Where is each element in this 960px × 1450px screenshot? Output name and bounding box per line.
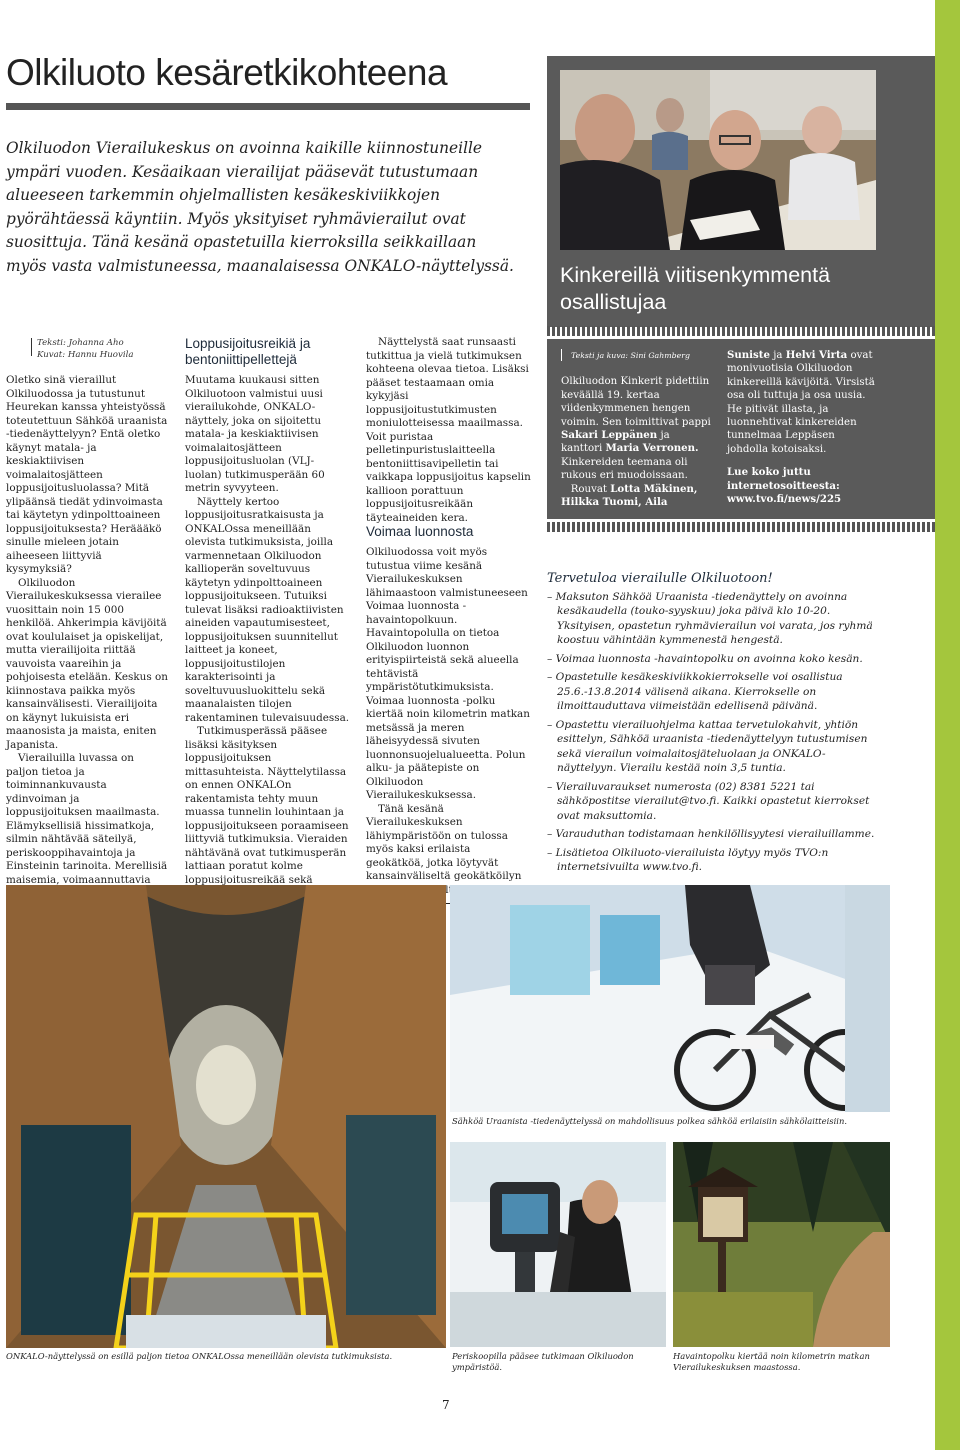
box-name: Sakari Leppänen <box>561 429 658 442</box>
box-text: Olkiluodon Kinkerit pidettiin keväällä 19. kertaa viidenkymmenen hengen voimin. Sen toimittivat pappi <box>561 376 711 428</box>
article-column-3 <box>366 336 531 525</box>
welcome-item: – Opastetulle kesäkeskiviikkokierrokselle voi osallistua 25.6.-13.8.2014 välisenä aikana. Kierrokselle on ilmoittauduttava viimeistään edellisenä päivänä. <box>547 671 843 712</box>
box-credit: Teksti ja kuva: Sini Gahmberg <box>561 349 711 362</box>
col1-paragraph: Olkiluodon Vierailukeskuksessa vierailee vuosittain noin 15 000 henkilöä. Ahkerimpia kävijöitä ovat koululaiset ja opiskelijat, mutta vierailijoita riittää vauvoista vaareihin ja pohjoisesta etelään. Keskus on kiinnostava paikka myös kansainvälisesti. Vierailijoita on käynyt lukuisista eri maanosista ja maista, eniten Japanista. <box>6 576 168 751</box>
hatched-divider <box>547 522 935 532</box>
col3-heading: Voimaa luonnosta <box>366 524 474 539</box>
welcome-list <box>547 590 882 875</box>
box-name: Lotta Mäkinen, Hilkka Tuomi, Aila <box>561 482 698 509</box>
periscope-photo <box>450 1142 666 1347</box>
box-text: Rouvat <box>570 483 611 495</box>
onkalo-tunnel-photo <box>6 885 446 1348</box>
col1-paragraph: Vierailuilla luvassa on paljon tietoa ja toiminnankuvausta ydinvoiman ja loppusijoituksen maailmasta. Elämyksellisiä hissimatkoja, silmin nähtävää säteilyä, periskooppihavaintoja ja Einsteinin tarinoita. Merellisiä maisemia, voimaannuttavia <box>6 752 168 886</box>
welcome-item: – Voimaa luonnosta -havaintopolku on avoinna koko kesän. <box>547 652 863 665</box>
bike-photo-caption: Sähköä Uraanista -tiedenäyttelyssä on mahdollisuus polkea sähköä erilaisiin sähkölaitteisiin. <box>452 1116 848 1126</box>
article-column-1 <box>6 374 168 928</box>
kinkerit-photo <box>560 70 876 250</box>
page-number: 7 <box>442 1398 450 1412</box>
nature-path-photo <box>673 1142 890 1347</box>
col1-paragraph: Oletko sinä vieraillut Olkiluodossa ja tutustunut Heurekan kanssa yhteistyössä toteutettuun Sähköä uraanista -tiedenäyttelyyn? Entä oletko käynyt matala- ja keskiaktiivisen voimalaitosjätteen loppusijoitusluolassa? Mitä ylipäänsä tiedät ydinvoimasta tai käytetyn ydinpolttoaineen loppusijoituksesta? Heräääkö sinulle mieleen jotain aiheeseen liittyviä kysymyksiä? <box>6 374 168 575</box>
credit-text: Teksti: Johanna Aho <box>37 338 124 348</box>
periscope-photo-caption: Periskoopilla pääsee tutkimaan Olkiluodon ympäristöä. <box>452 1351 634 1372</box>
credit-divider <box>31 338 32 356</box>
kinkerit-story-box <box>547 339 935 519</box>
box-text: ja <box>769 350 786 361</box>
col2-paragraph: Muutama kuukausi sitten Olkiluotoon valmistui uusi vierailukohde, ONKALO-näyttely, joka on sijoitettu matala- ja keskiaktiivisen voimalaitosjätteen loppusijoitusluolan (VLJ-luolan) tutkimusperään 60 metrin syvyyteen. <box>185 374 325 494</box>
hatched-divider <box>547 326 935 336</box>
box-text: ovat monivuotisia Olkiluodon kinkereillä kävijöitä. Virsistä osa oli tuttuja ja osa uusia. He pitivät illasta, ja luonnehtivat kinkereiden tunnelmaa Leppäsen johdolla kotoisaksi. <box>727 350 875 455</box>
col3-paragraph: Näyttelystä saat runsaasti tutkittua ja vielä tutkimuksen kohteena olevaa tietoa. Lisäksi pääset testaamaan omia kykyjäsi loppusijoitustutkimusten moniulotteisessa maailmassa. Voit puristaa pelletinpuristuslaitteella bentoniittisavipelletin tai vaikkapa loppusijoitus kapselin kallioon porattuun loppusijoitusreikään täyteaineiden kera. <box>366 336 531 524</box>
welcome-item: – Lisätietoa Olkiluoto-vierailuista löytyy myös TVO:n internetsivuilta www.tvo.fi. <box>547 846 829 873</box>
col3-last-text: Tänä kesänä Vierailukeskuksen lähiympäristöön on tulossa myös kaksi erilaista geokätköä, jotka löytyvät kansainväliseltä geokätköilyn <box>366 802 522 882</box>
title-underline <box>6 103 530 110</box>
green-side-stripe <box>935 0 960 1450</box>
article-credit <box>37 338 133 361</box>
col2-paragraph: Tutkimusperässä pääsee lisäksi käsityksen loppusijoituksen mittasuhteista. Näyttelytilassa on ennen ONKALOn rakentamista tehty muun muassa tunnelin louhintaan ja loppusijoitukseen poraamiseen liittyviä tutkimuksia. Vieraiden nähtävänä ovat tutkimusperän lattiaan poratut kolme loppusijoitusreikää sekä <box>185 725 349 886</box>
path-photo-caption: Havaintopolku kiertää noin kilometrin matkan Vierailukeskuksen maastossa. <box>673 1351 870 1372</box>
page-title: Olkiluoto kesäretkikohteena <box>6 52 448 93</box>
article-column-3-cont <box>366 546 531 911</box>
box-name: Maria Verronen. <box>605 442 699 455</box>
news-link[interactable]: Lue koko juttu internetosoitteesta: www.tvo.fi/news/225 <box>727 466 842 506</box>
bike-exhibition-photo <box>450 885 890 1112</box>
credit-photo: Kuvat: Hannu Huovila <box>37 349 134 360</box>
welcome-heading: Tervetuloa vierailulle Olkiluotoon! <box>547 571 773 586</box>
col2-paragraph: Näyttely kertoo loppusijoitusratkaisusta ja ONKALOssa meneillään olevista tutkimuksista, joilla varmennetaan Olkiluodon kallioperän soveltuvuus käytetyn ydinpolttoaineen loppusijoitukseen. Tutuiksi tulevat lisäksi radioaktiivisten aineiden vapautumisesteet, loppusijoituksen suunnitellut laitteet ja koneet, loppusijoitustilojen karakterisointi ja soveltuvuusluokittelu sekä maanalaisten tilojen rakentaminen tulevaisuudessa. <box>185 495 350 724</box>
kinkerit-photo-caption: Kinkereillä viitisenkymmentä osallistujaa <box>560 263 831 314</box>
article-column-2 <box>185 374 350 914</box>
welcome-item: – Varauduthan todistamaan henkilöllisyytesi vierailuillamme. <box>547 828 875 840</box>
welcome-info-box <box>547 572 882 879</box>
box-text: Kinkereiden teemana oli rukous eri muodoissaan. <box>561 456 688 482</box>
kinkerit-column-2 <box>727 349 877 506</box>
lead-paragraph: Olkiluodon Vierailukeskus on avoinna kaikille kiinnostuneille ympäri vuoden. Kesäaikaan vierailijat pääsevät tutustumaan alueeseen tarkemmin ohjelmallisten kesäkeskiviikkojen pyörähtäessä käyntiin. Myös yksityiset ryhmävierailut ovat suosittuja. Tänä kesänä opastetuilla kierroksilla seikkaillaan myös vasta valmistuneessa, maanalaisessa ONKALO-näyttelyssä. <box>6 139 514 275</box>
col2-heading: Loppusijoitusreikiä ja bentoniittipellettejä <box>185 336 311 367</box>
box-text: ja kanttori <box>561 430 670 455</box>
col3-paragraph: Olkiluodossa voit myös tutustua viime kesänä Vierailukeskuksen lähimaastoon valmistuneeseen Voimaa luonnosta -havaintopolkuun. Havaintopolulla on tietoa Olkiluodon luonnon erityispiirteistä sekä alueella tehtävistä ympäristötutkimuksista. Voimaa luonnosta -polku kiertää noin kilometrin matkan metsässä ja meren läheisyydessä sivuten luonnonsuojelualueetta. Polun alku- ja päätepiste on Olkiluodon Vierailukeskuksessa. <box>366 546 530 801</box>
welcome-item: – Vierailuvaraukset numerosta (02) 8381 5221 tai sähköpostitse vierailut@tvo.fi. Kaikki opastetut kierrokset ovat maksuttomia. <box>547 780 870 822</box>
tunnel-photo-caption: ONKALO-näyttelyssä on esillä paljon tietoa ONKALOssa meneillään olevista tutkimuksista. <box>6 1351 393 1361</box>
box-name: Helvi Virta <box>785 349 848 361</box>
box-name: Suniste <box>727 349 770 361</box>
welcome-item: – Opastettu vierailuohjelma kattaa tervetulokahvit, yhtiön esittelyn, Sähköä uraanista -tiedenäyttelyyn tutustumisen sekä vierailun voimalaitosjäteluolaan ja ONKALO-näyttelyyn. Vierailu kestää noin 3,5 tuntia. <box>547 718 868 774</box>
kinkerit-column-1 <box>561 349 711 509</box>
welcome-item: – Maksuton Sähköä Uraanista -tiedenäyttely on avoinna kesäkaudella (touko-syyskuu) joka päivä klo 10-20. Yksityisen, opastetun ryhmävierailun voi varata, jos ryhmä koostuu vähintään kymmenestä hengestä. <box>547 590 873 646</box>
